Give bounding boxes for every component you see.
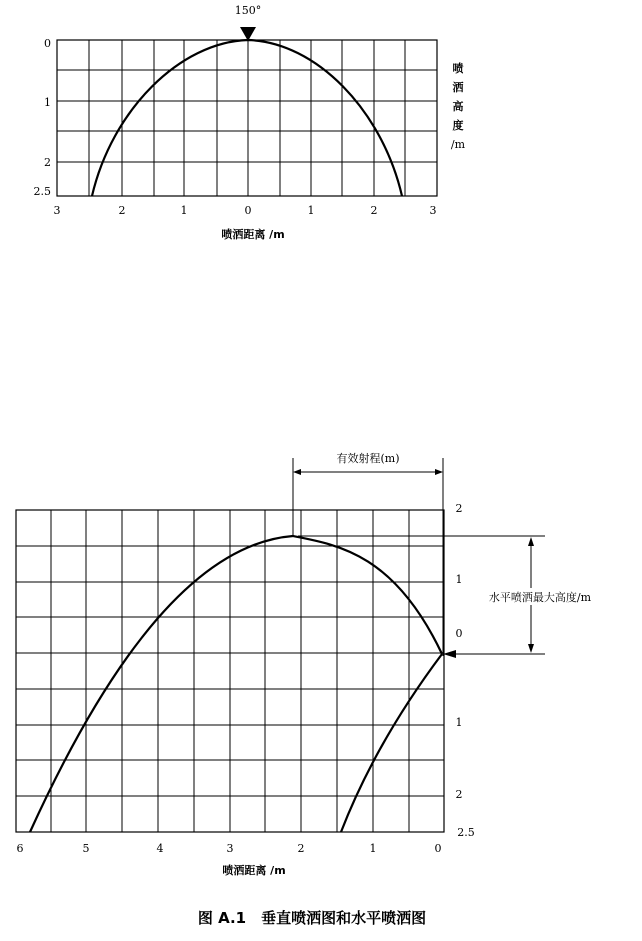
y-tick: 2 [455, 502, 463, 515]
height-label-unit: /m [450, 138, 466, 151]
x-tick: 1 [180, 204, 188, 217]
spray-angle-label: 150° [234, 4, 262, 17]
horizontal-x-axis-label: 喷洒距离 /m [222, 864, 286, 877]
x-tick: 0 [434, 842, 442, 855]
y-tick: 2.5 [457, 826, 475, 839]
x-tick: 0 [244, 204, 252, 217]
horizontal-spray-upper-curve [30, 536, 442, 832]
x-tick: 3 [226, 842, 234, 855]
nozzle-marker [240, 27, 256, 41]
x-tick: 2 [297, 842, 305, 855]
figure-caption: 图 A.1 垂直喷洒图和水平喷洒图 [197, 909, 427, 927]
x-tick: 3 [429, 204, 437, 217]
horizontal-spray-lower-curve [341, 654, 442, 832]
horizontal-grid [16, 510, 444, 832]
x-tick: 4 [156, 842, 164, 855]
height-label-char: 高 [452, 100, 464, 113]
nozzle-arrow [443, 650, 456, 658]
x-tick: 5 [82, 842, 90, 855]
arrowhead [435, 469, 443, 475]
y-tick: 0 [455, 627, 463, 640]
height-label-char: 洒 [452, 81, 464, 94]
vertical-spray-curve [92, 40, 402, 196]
y-tick: 1 [455, 573, 463, 586]
effective-range-label: 有效射程(m) [336, 452, 400, 465]
x-tick: 2 [370, 204, 378, 217]
vertical-grid [57, 40, 437, 196]
y-tick: 2.5 [33, 185, 51, 198]
y-tick: 2 [44, 156, 51, 169]
x-tick: 3 [53, 204, 61, 217]
arrowhead [528, 537, 534, 546]
arrowhead [528, 644, 534, 653]
x-tick: 1 [307, 204, 315, 217]
horizontal-spray-diagram [16, 451, 606, 877]
y-tick: 1 [44, 96, 51, 109]
arrowhead [293, 469, 301, 475]
height-label-char: 喷 [452, 62, 464, 75]
vertical-grid-frame [57, 40, 437, 196]
vertical-spray-diagram [34, 4, 466, 241]
x-tick: 1 [369, 842, 377, 855]
vertical-x-axis-label: 喷洒距离 /m [221, 228, 285, 241]
max-height-label: 水平喷洒最大高度/m [488, 591, 592, 604]
y-tick: 2 [455, 788, 463, 801]
height-label-char: 度 [452, 119, 464, 132]
x-tick: 6 [16, 842, 24, 855]
y-tick: 0 [44, 37, 51, 50]
x-tick: 2 [118, 204, 126, 217]
y-tick: 1 [455, 716, 463, 729]
